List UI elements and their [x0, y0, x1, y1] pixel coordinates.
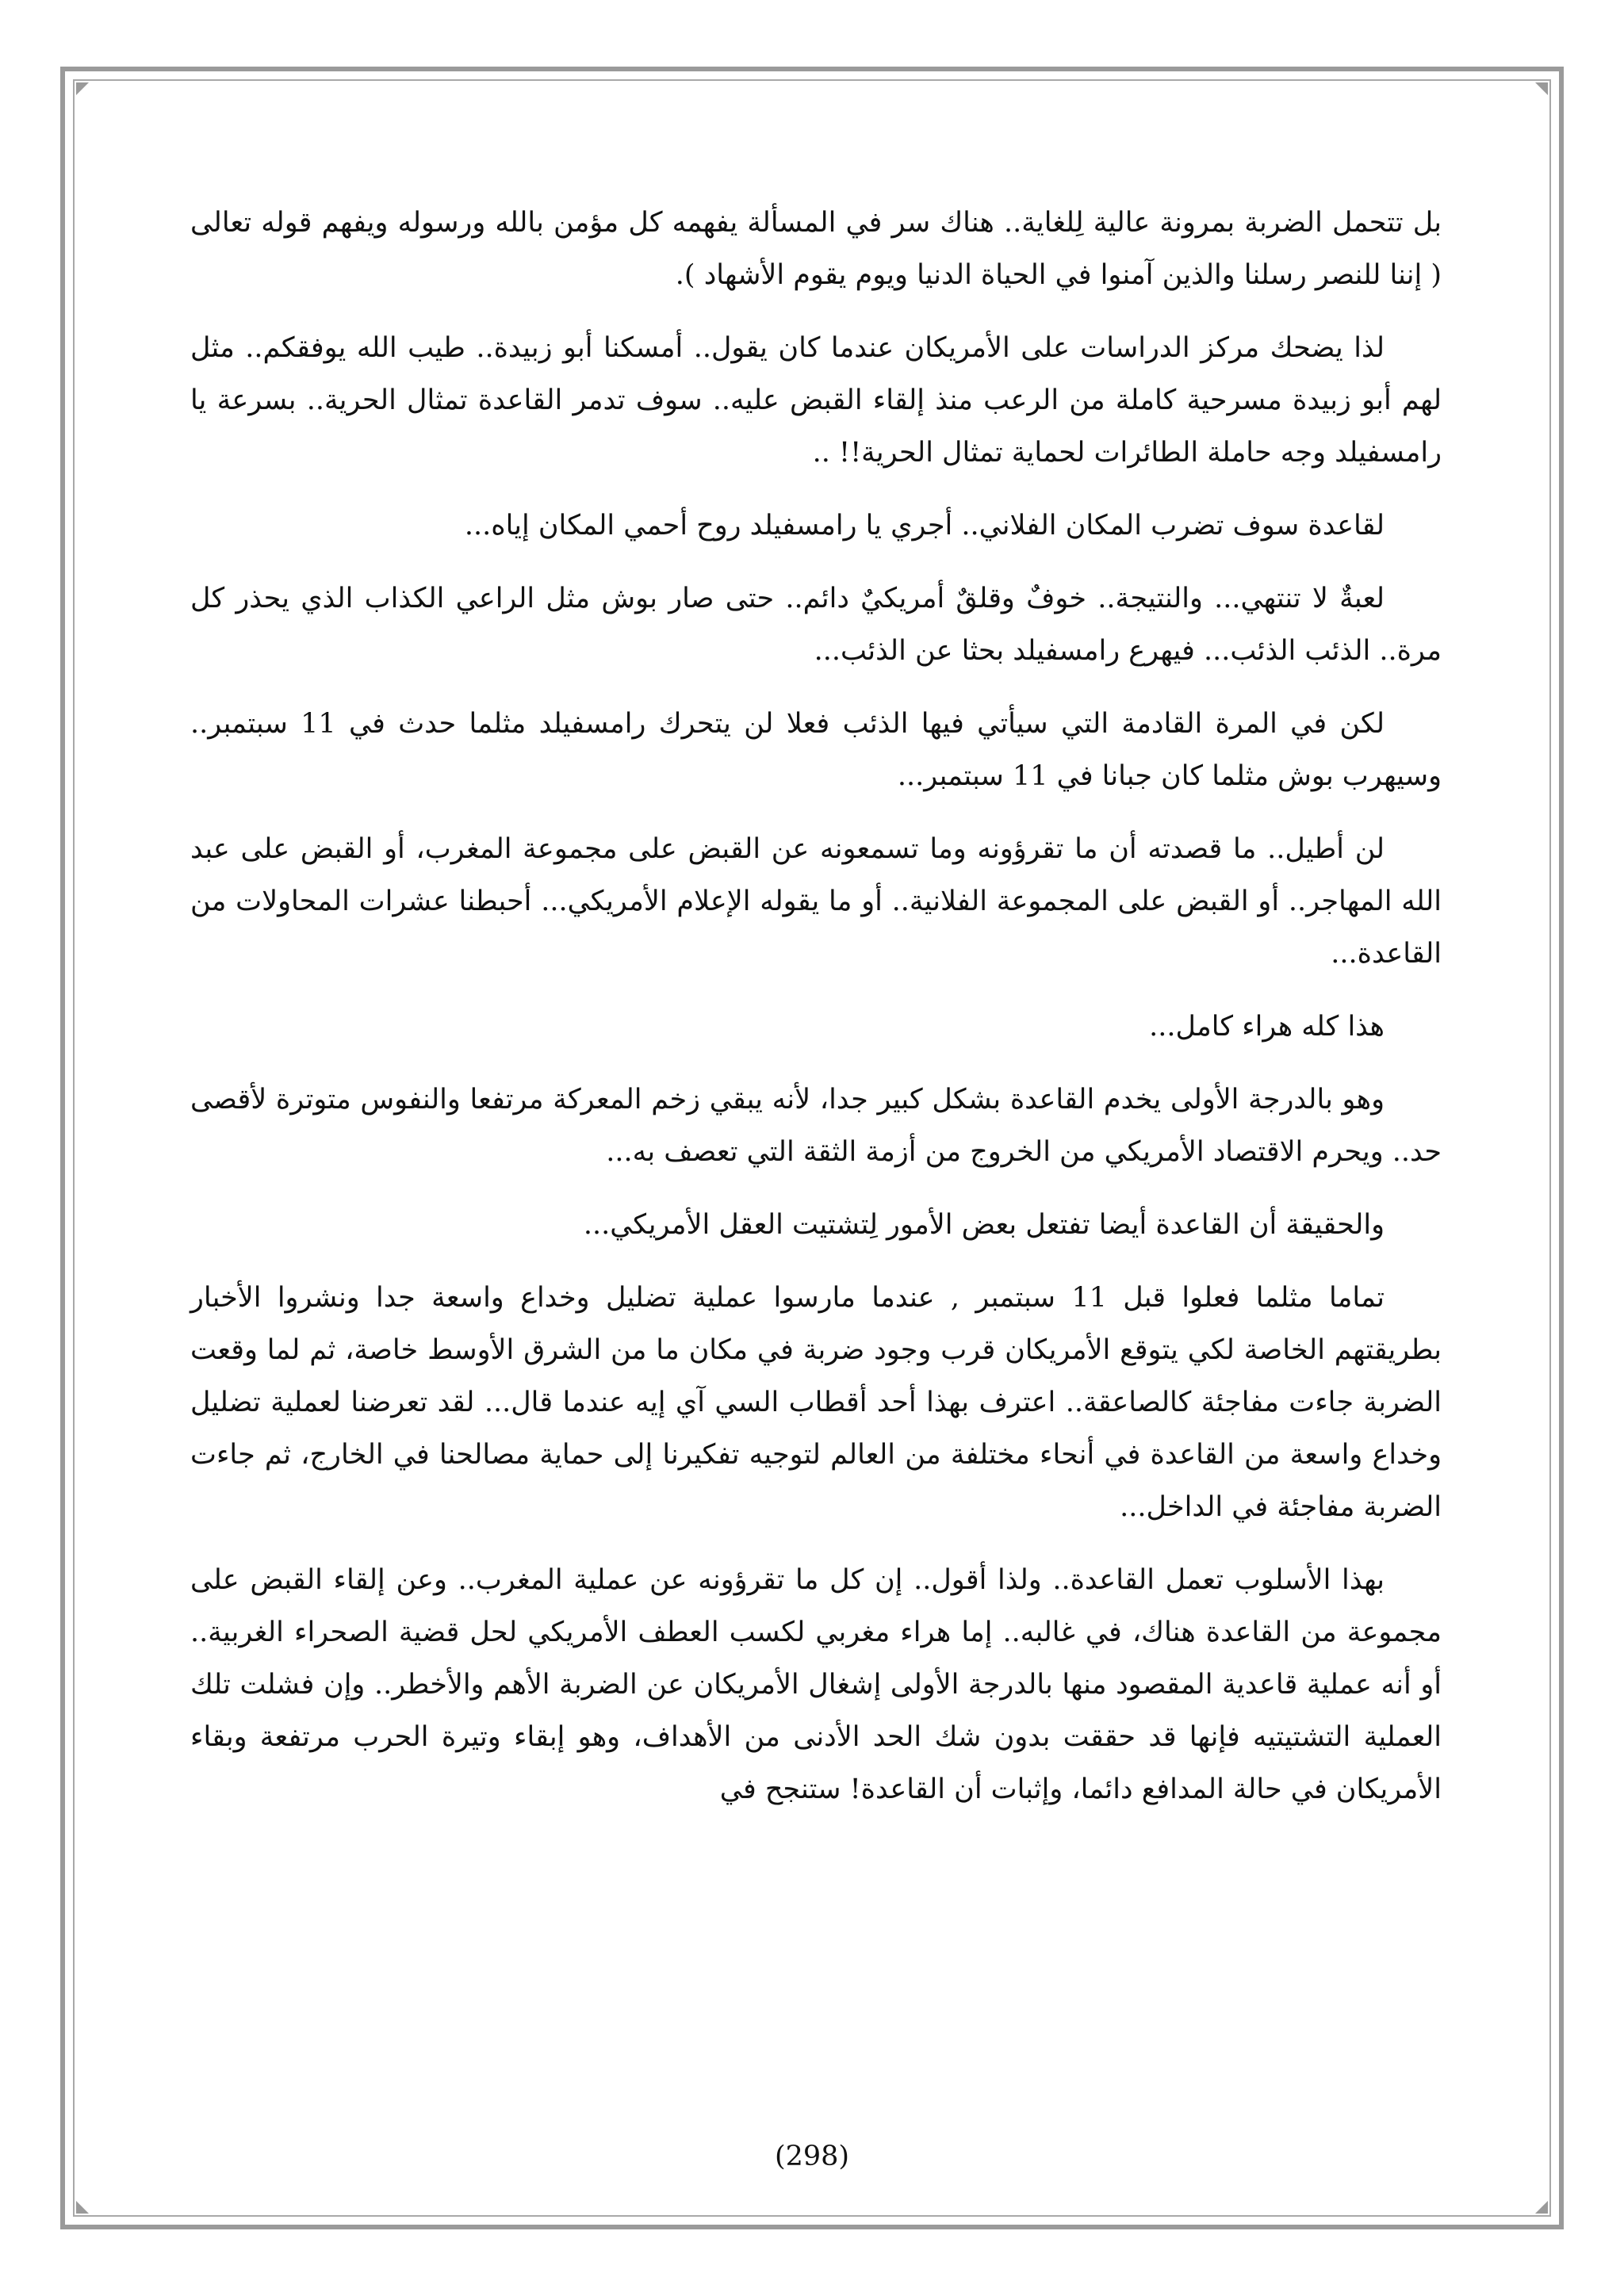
paragraph-5: لكن في المرة القادمة التي سيأتي فيها الذئب فعلا لن يتحرك رامسفيلد مثلما حدث في 11 سبتمبر.. وسيهرب بوش مثلما كان جبانا في 11 سبتمبر... [190, 708, 1442, 792]
corner-ornament-bottom-left [76, 2201, 89, 2214]
corner-ornament-bottom-right [1535, 2201, 1548, 2214]
paragraph-10: تماما مثلما فعلوا قبل 11 سبتمبر , عندما مارسوا عملية تضليل وخداع واسعة جدا ونشروا الأخبار بطريقتهم الخاصة لكي يتوقع الأمريكان قرب وجود ضربة في مكان ما من الشرق الأوسط خاصة، ثم لما وقعت الضربة جاءت مفاجئة كالصاعقة.. اعترف بهذا أحد أقطاب السي آي إيه عندما قال... لقد تعرضنا لعملية تضليل وخداع واسعة من القاعدة في أنحاء مختلفة من العالم لتوجيه تفكيرنا إلى حماية مصالحنا في الخارج، ثم جاءت الضربة مفاجئة في الداخل... [190, 1282, 1442, 1523]
paragraph-11: بهذا الأسلوب تعمل القاعدة.. ولذا أقول.. إن كل ما تقرؤونه عن عملية المغرب.. وعن إلقاء القبض على مجموعة من القاعدة هناك، في غالبه.. إما هراء مغربي لكسب العطف الأمريكي لحل قضية الصحراء الغربية.. أو أنه عملية قاعدية المقصود منها بالدرجة الأولى إشغال الأمريكان عن الضربة الأهم والأخطر.. وإن فشلت تلك العملية التشتيتيه فإنها قد حققت بدون شك الحد الأدنى من الأهداف، وهو إبقاء وتيرة الحرب مرتفعة وبقاء الأمريكان في حالة المدافع دائما، وإثبات أن القاعدة! ستنجح في [190, 1564, 1442, 1805]
paragraph-3: لقاعدة سوف تضرب المكان الفلاني.. أجري يا رامسفيلد روح أحمي المكان إياه... [464, 510, 1385, 541]
paragraph-2: لذا يضحك مركز الدراسات على الأمريكان عندما كان يقول.. أمسكنا أبو زبيدة.. طيب الله يوفقكم.. مثل لهم أبو زبيدة مسرحية كاملة من الرعب منذ إلقاء القبض عليه.. سوف تدمر القاعدة تمثال الحرية.. بسرعة يا رامسفيلد وجه حاملة الطائرات لحماية تمثال الحرية!! .. [190, 332, 1442, 469]
paragraph-7: هذا كله هراء كامل... [1149, 1011, 1385, 1043]
page-body [190, 197, 1442, 1836]
corner-ornament-top-right [1535, 82, 1548, 95]
paragraph-4: لعبةٌ لا تنتهي... والنتيجة.. خوفٌ وقلقٌ أمريكيٌ دائم.. حتى صار بوش مثل الراعي الكذاب الذي يحذر كل مرة.. الذئب الذئب... فيهرع رامسفيلد بحثا عن الذئب... [190, 583, 1442, 667]
paragraph-1: بل تتحمل الضربة بمرونة عالية لِلغاية.. هناك سر في المسألة يفهمه كل مؤمن بالله ورسوله ويفهم قوله تعالى ( إننا للنصر رسلنا والذين آمنوا في الحياة الدنيا ويوم يقوم الأشهاد ). [190, 207, 1442, 291]
paragraph-6: لن أطيل.. ما قصدته أن ما تقرؤونه وما تسمعونه عن القبض على مجموعة المغرب، أو القبض على عبد الله المهاجر.. أو القبض على المجموعة الفلانية.. أو ما يقوله الإعلام الأمريكي... أحبطنا عشرات المحاولات من القاعدة... [190, 833, 1442, 970]
paragraph-9: والحقيقة أن القاعدة أيضا تفتعل بعض الأمور لِتشتيت العقل الأمريكي... [583, 1209, 1385, 1241]
corner-ornament-top-left [76, 82, 89, 95]
paragraph-8: وهو بالدرجة الأولى يخدم القاعدة بشكل كبير جدا، لأنه يبقي زخم المعركة مرتفعا والنفوس متوترة لأقصى حد.. ويحرم الاقتصاد الأمريكي من الخروج من أزمة الثقة التي تعصف به... [190, 1084, 1442, 1168]
page-number: (298) [774, 2141, 850, 2172]
